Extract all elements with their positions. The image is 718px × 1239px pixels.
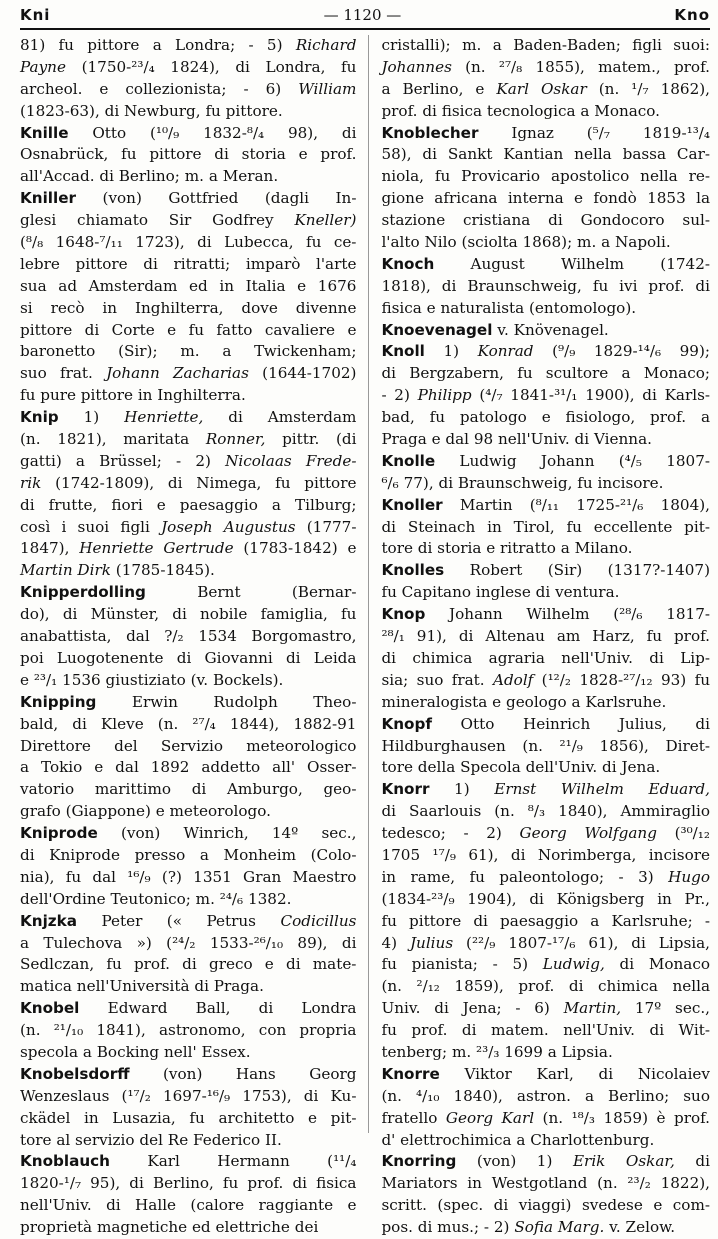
text-segment: Osnabrück, fu pittore di storia e prof. (20, 145, 357, 164)
text-line (20, 363, 356, 385)
text-segment: ⁶/₆ 77), di Braunschweig, fu incisore. (381, 473, 664, 492)
text-line (381, 626, 710, 648)
text-segment: all'Accad. di Berlino; m. a Meran. (20, 167, 279, 186)
text-segment: (n. ²/₁₂ 1859), prof. di chimica nella (381, 977, 710, 996)
text-segment: niola, fu Provicario apostolico nella re- (381, 167, 710, 186)
text-segment: sua ad Amsterdam ed in Italia e 1676 (20, 276, 357, 295)
text-segment: (1783-1842) e (233, 539, 357, 558)
text-line (381, 692, 710, 714)
text-line (20, 998, 356, 1020)
text-line (381, 123, 710, 145)
text-segment: pittr. (di (265, 430, 357, 449)
text-line (20, 1086, 356, 1108)
text-line (20, 560, 356, 582)
italic-text: Konrad (477, 342, 534, 361)
text-segment: (von) 1) (456, 1152, 573, 1171)
text-line (381, 144, 710, 166)
text-line (20, 1108, 356, 1130)
italic-text: Georg Wolfgang (519, 824, 657, 843)
text-line (381, 1086, 710, 1108)
text-line (20, 845, 356, 867)
text-line (381, 779, 710, 801)
text-segment: (1823-63), di Newburg, fu pittore. (20, 101, 283, 120)
text-line (20, 1173, 356, 1195)
text-line (20, 757, 356, 779)
text-line (381, 714, 710, 736)
text-line (381, 1108, 710, 1130)
text-line (20, 933, 356, 955)
text-line (381, 1020, 710, 1042)
text-segment: (n. ²¹/₁₀ 1841), astronomo, con propria (20, 1021, 357, 1040)
text-segment: (⁸/₈ 1648-⁷/₁₁ 1723), di Lubecca, fu ce- (20, 233, 357, 252)
text-line (20, 35, 356, 57)
italic-text: Adolf (492, 670, 534, 689)
entry-headword: Knipping (20, 692, 97, 711)
text-segment: d' elettrochimica a Charlottenburg. (381, 1130, 655, 1149)
text-line (381, 276, 710, 298)
text-segment: glesi chiamato Sir Godfrey (20, 211, 295, 230)
text-segment: v. Knövenagel. (492, 320, 609, 339)
text-segment: vatorio marittimo di Amburgo, geo- (20, 780, 357, 799)
text-line (20, 188, 356, 210)
text-segment: stazione cristiana di Gondocoro sul- (381, 211, 710, 230)
text-segment: fu Capitano inglese di ventura. (381, 583, 620, 602)
text-line (381, 1130, 710, 1152)
text-segment: Otto (¹⁰/₉ 1832-⁸/₄ 98), di (68, 123, 357, 142)
text-segment: (von) Hans Georg (129, 1064, 357, 1083)
text-segment: mineralogista e geologo a Karlsruhe. (381, 692, 667, 711)
text-line (20, 538, 356, 560)
text-line (20, 407, 356, 429)
text-segment: fisica e naturalista (entomologo). (381, 298, 637, 317)
text-segment: (²²/₉ 1807-¹⁷/₆ 61), di Lipsia, (453, 933, 710, 952)
text-line (381, 341, 710, 363)
text-segment: gatti) a Brüssel; - 2) (20, 451, 226, 470)
italic-text: Henriette Gertrude (79, 539, 234, 558)
entry-headword: Kniller (20, 189, 76, 208)
text-segment: di Steinach in Tirol, fu eccellente pit- (381, 517, 710, 536)
text-segment: (⁹/₉ 1829-¹⁴/₆ 99); (533, 342, 710, 361)
text-line (381, 1217, 710, 1239)
entry-headword: Knoblauch (20, 1152, 110, 1171)
italic-text: Sofia Marg. (514, 1218, 605, 1237)
text-segment: Sedlczan, fu prof. di greco e di mate- (20, 955, 357, 974)
text-line (381, 998, 710, 1020)
text-segment: a Tokio e dal 1892 addetto all' Osser- (20, 758, 357, 777)
text-segment: di Saarlouis (n. ⁸/₃ 1840), Ammiraglio (381, 802, 710, 821)
text-line (20, 648, 356, 670)
entry-headword: Knorring (381, 1152, 457, 1171)
text-line (381, 429, 710, 451)
text-segment: così i suoi figli (20, 517, 162, 536)
text-line (381, 582, 710, 604)
text-line (20, 57, 356, 79)
text-segment: tore della Specola dell'Univ. di Jena. (381, 758, 661, 777)
text-segment: di Bergzabern, fu scultore a Monaco; (381, 364, 710, 383)
text-segment: (¹²/₂ 1828-²⁷/₁₂ 93) fu (533, 670, 710, 689)
text-segment: Ludwig Johann (⁴/₅ 1807- (435, 451, 710, 470)
text-segment: fu pianista; - 5) (381, 955, 543, 974)
text-line (381, 79, 710, 101)
text-segment: (1742-1809), di Nimega, fu pittore (41, 473, 357, 492)
text-line (381, 35, 710, 57)
right-column (368, 35, 711, 1237)
text-segment: (1644-1702) (248, 364, 357, 383)
text-line (20, 823, 356, 845)
text-line (381, 210, 710, 232)
text-line (20, 298, 356, 320)
text-segment: Bernt (Bernar- (145, 583, 357, 602)
entry-headword: Kniprode (20, 824, 98, 843)
text-line (381, 407, 710, 429)
text-line (20, 1042, 356, 1064)
text-line (20, 517, 356, 539)
text-line (20, 954, 356, 976)
text-segment: gione africana interna e fondò 1853 la (381, 189, 710, 208)
text-segment: (von) Winrich, 14º sec., (97, 824, 357, 843)
text-segment: ckädel in Lusazia, fu architetto e pit- (20, 1108, 357, 1127)
text-segment: ²⁸/₁ 91), di Altenau am Harz, fu prof. (381, 627, 710, 646)
text-segment: in rame, fu paleontologo; - 3) (381, 867, 669, 886)
entry-headword: Knip (20, 408, 59, 427)
text-line (381, 1151, 710, 1173)
italic-text: Georg Karl (445, 1108, 535, 1127)
text-line (20, 976, 356, 998)
text-segment: August Wilhelm (1742- (434, 254, 710, 273)
text-line (20, 1020, 356, 1042)
text-segment: Hildburghausen (n. ²¹/₉ 1856), Diret- (381, 736, 710, 755)
italic-text: Kneller) (294, 211, 357, 230)
text-line (381, 823, 710, 845)
text-line (381, 232, 710, 254)
text-segment: (n. ²⁷/₈ 1855), matem., prof. (451, 57, 710, 76)
text-segment: 1705 ¹⁷/₉ 61), di Norimberga, incisore (381, 845, 710, 864)
italic-text: Johann Zacharias (106, 364, 249, 383)
italic-text: Ronner, (205, 430, 266, 449)
text-segment: di chimica agraria nell'Univ. di Lip- (381, 648, 710, 667)
text-line (381, 101, 710, 123)
italic-text: Julius (409, 933, 454, 952)
text-line (381, 911, 710, 933)
text-line (20, 276, 356, 298)
text-segment: (n. ¹/₇ 1862), (586, 79, 710, 98)
text-segment: a Tulechova ») (²⁴/₂ 1533-²⁶/₁₀ 89), di (20, 933, 357, 952)
text-segment: di frutte, fiori e paesaggio a Tilburg; (20, 495, 357, 514)
entry-headword: Knoch (381, 254, 435, 273)
entry-headword: Knipperdolling (20, 583, 146, 602)
text-segment: Viktor Karl, di Nicolaiev (439, 1064, 710, 1083)
text-line (381, 57, 710, 79)
italic-text: Ernst Wilhelm Eduard, (494, 780, 710, 799)
text-segment: di Kniprode presso a Monheim (Colo- (20, 845, 357, 864)
text-segment: (1834-²³/₉ 1904), di Königsberg in Pr., (381, 889, 710, 908)
entry-headword: Knoller (381, 495, 443, 514)
entry-headword: Knopf (381, 714, 432, 733)
text-line (20, 889, 356, 911)
italic-text: Payne (20, 57, 66, 76)
text-line (381, 451, 710, 473)
text-line (20, 495, 356, 517)
text-segment: 1) (429, 780, 495, 799)
entry-headword: Knobel (20, 999, 80, 1018)
text-line (381, 867, 710, 889)
italic-text: Ludwig, (542, 955, 605, 974)
text-segment: Edward Ball, di Londra (79, 999, 357, 1018)
header-left-guideword: Kni (20, 6, 51, 24)
text-line (20, 801, 356, 823)
text-line (20, 144, 356, 166)
text-segment: (von) Gottfried (dagli In- (76, 189, 357, 208)
text-segment: dell'Ordine Teutonico; m. ²⁴/₆ 1382. (20, 889, 292, 908)
text-line (381, 736, 710, 758)
text-segment: Robert (Sir) (1317?-1407) (444, 561, 710, 580)
text-line (20, 1064, 356, 1086)
italic-text: Joseph Augustus (161, 517, 296, 536)
text-segment: Peter (« Petrus (76, 911, 281, 930)
entry-headword: Knolle (381, 451, 436, 470)
text-segment: di Amsterdam (203, 408, 357, 427)
text-line (20, 232, 356, 254)
text-line (20, 867, 356, 889)
text-line (20, 385, 356, 407)
text-segment: (1777- (295, 517, 357, 536)
text-segment: Martin (⁸/₁₁ 1725-²¹/₆ 1804), (442, 495, 710, 514)
text-line (381, 298, 710, 320)
text-segment: suo frat. (20, 364, 107, 383)
entry-headword: Knoll (381, 342, 425, 361)
italic-text: Codicillus (280, 911, 357, 930)
text-segment: pos. di mus.; - 2) (381, 1218, 515, 1237)
text-line (20, 736, 356, 758)
text-segment: 17º sec., (621, 999, 710, 1018)
text-line (20, 429, 356, 451)
text-segment: 58), di Sankt Kantian nella bassa Car- (381, 145, 710, 164)
text-line (20, 79, 356, 101)
text-segment: fratello (381, 1108, 446, 1127)
text-segment: sia; suo frat. (381, 670, 493, 689)
text-segment: Wenzeslaus (¹⁷/₂ 1697-¹⁶/₉ 1753), di Ku- (20, 1086, 357, 1105)
text-segment: scritt. (spec. di viaggi) svedese e com- (381, 1196, 710, 1215)
italic-text: Richard (295, 36, 357, 54)
text-segment: fu prof. di matem. nell'Univ. di Wit- (381, 1021, 710, 1040)
text-segment: grafo (Giappone) e meteorologo. (20, 802, 271, 821)
italic-text: Nicolaas Frede- (225, 451, 357, 470)
header-right-guideword: Kno (674, 6, 710, 24)
text-segment: fu pure pittore in Inghilterra. (20, 386, 246, 405)
text-segment: archeol. e collezionista; - 6) (20, 79, 299, 98)
text-segment: di Monaco (604, 955, 710, 974)
text-segment: bad, fu patologo e fisiologo, prof. a (381, 408, 710, 427)
text-line (381, 495, 710, 517)
text-segment: baronetto (Sir); m. a Twickenham; (20, 342, 357, 361)
text-segment: 1847), (20, 539, 80, 558)
text-segment: poi Luogotenente di Giovanni di Leida (20, 648, 357, 667)
text-segment: di (674, 1152, 710, 1171)
text-line (381, 385, 710, 407)
text-segment: nia), fu dal ¹⁶/₉ (?) 1351 Gran Maestro (20, 867, 357, 886)
text-line (381, 188, 710, 210)
entry-headword: Knorr (381, 780, 430, 799)
entry-headword: Knop (381, 605, 426, 624)
text-segment: tore di storia e ritratto a Milano. (381, 539, 633, 558)
text-segment: tedesco; - 2) (381, 824, 520, 843)
text-segment: Erwin Rudolph Theo- (96, 692, 357, 711)
text-segment: bald, di Kleve (n. ²⁷/₄ 1844), 1882-91 (20, 714, 357, 733)
text-line (381, 254, 710, 276)
entry-headword: Knoblecher (381, 123, 479, 142)
page-header (20, 2, 710, 30)
italic-text: William (298, 79, 357, 98)
text-segment: l'alto Nilo (sciolta 1868); m. a Napoli. (381, 233, 671, 252)
italic-text: Martin, (563, 999, 622, 1018)
italic-text: Johannes (381, 57, 452, 76)
text-line (381, 954, 710, 976)
text-line (381, 845, 710, 867)
text-segment: Johann Wilhelm (²⁸/₆ 1817- (425, 605, 710, 624)
text-segment: 1820-¹/₇ 95), di Berlino, fu prof. di fisica (20, 1174, 357, 1193)
italic-text: Philipp (417, 386, 472, 405)
text-line (381, 801, 710, 823)
entry-headword: Knobelsdorff (20, 1064, 130, 1083)
text-line (20, 341, 356, 363)
text-line (20, 1130, 356, 1152)
text-line (20, 692, 356, 714)
text-segment: (n. 1821), maritata (20, 430, 206, 449)
text-segment: Univ. di Jena; - 6) (381, 999, 564, 1018)
text-line (381, 648, 710, 670)
text-segment: v. Zelow. (604, 1218, 676, 1237)
italic-text: Karl Oskar (496, 79, 587, 98)
text-line (20, 779, 356, 801)
text-line (381, 363, 710, 385)
entry-headword: Knjzka (20, 911, 77, 930)
text-segment: cristalli); m. a Baden-Baden; figli suoi: (381, 36, 710, 54)
entry-headword: Knoevenagel (381, 320, 493, 339)
text-line (20, 1151, 356, 1173)
text-line (381, 933, 710, 955)
italic-text: Martin Dirk (20, 561, 111, 580)
text-segment: 1) (58, 408, 125, 427)
text-segment: (n. ¹⁸/₃ 1859) è prof. (534, 1108, 710, 1127)
left-column (20, 35, 357, 1237)
text-line (381, 166, 710, 188)
text-line (381, 604, 710, 626)
text-line (381, 670, 710, 692)
text-line (20, 166, 356, 188)
text-line (381, 1173, 710, 1195)
entry-headword: Knolles (381, 561, 445, 580)
text-line (381, 889, 710, 911)
text-line (381, 1195, 710, 1217)
text-segment: Otto Heinrich Julius, di (431, 714, 710, 733)
text-segment: 1818), di Braunschweig, fu ivi prof. di (381, 276, 710, 295)
text-line (20, 626, 356, 648)
entry-headword: Knorre (381, 1064, 440, 1083)
text-line (20, 451, 356, 473)
text-segment: Ignaz (⁵/₇ 1819-¹³/₄ (478, 123, 710, 142)
text-line (20, 473, 356, 495)
text-line (381, 1064, 710, 1086)
text-segment: (1750-²³/₄ 1824), di Londra, fu (65, 57, 357, 76)
text-line (381, 560, 710, 582)
text-segment: - 2) (381, 386, 418, 405)
text-segment: (³⁰/₁₂ (656, 824, 710, 843)
text-line (20, 210, 356, 232)
text-line (20, 714, 356, 736)
text-line (20, 320, 356, 342)
text-line (20, 101, 356, 123)
text-segment: prof. di fisica tecnologica a Monaco. (381, 101, 661, 120)
text-segment: a Berlino, e (381, 79, 497, 98)
text-segment: (⁴/₇ 1841-³¹/₁ 1900), di Karls- (471, 386, 711, 405)
text-segment: Karl Hermann (¹¹/₄ (109, 1152, 357, 1171)
italic-text: rik (20, 473, 42, 492)
text-line (20, 582, 356, 604)
text-line (20, 670, 356, 692)
text-line (381, 473, 710, 495)
text-segment: tenberg; m. ²³/₃ 1699 a Lipsia. (381, 1042, 613, 1061)
text-segment: do), di Münster, di nobile famiglia, fu (20, 605, 357, 624)
text-segment: anabattista, dal ?/₂ 1534 Borgomastro, (20, 627, 357, 646)
text-segment: nell'Univ. di Halle (calore raggiante e (20, 1196, 357, 1215)
text-segment: 81) fu pittore a Londra; - 5) (20, 36, 296, 54)
text-segment: 4) (381, 933, 410, 952)
text-line (20, 604, 356, 626)
italic-text: Erik Oskar, (572, 1152, 675, 1171)
text-columns (20, 35, 711, 1237)
text-segment: e ²³/₁ 1536 giustiziato (v. Bockels). (20, 670, 284, 689)
text-segment: pittore di Corte e fu fatto cavaliere e (20, 320, 357, 339)
text-line (20, 1195, 356, 1217)
italic-text: Hugo (668, 867, 710, 886)
italic-text: Henriette, (124, 408, 204, 427)
text-segment: specola a Bocking nell' Essex. (20, 1042, 251, 1061)
text-segment: Direttore del Servizio meteorologico (20, 736, 357, 755)
text-line (20, 1217, 356, 1239)
text-segment: (1785-1845). (110, 561, 215, 580)
text-segment: matica nell'Università di Praga. (20, 977, 264, 996)
page-number: — 1120 — (323, 6, 402, 24)
text-line (381, 517, 710, 539)
text-segment: (n. ⁴/₁₀ 1840), astron. a Berlino; suo (381, 1086, 710, 1105)
text-segment: tore al servizio del Re Federico II. (20, 1130, 282, 1149)
text-line (381, 757, 710, 779)
text-line (381, 1042, 710, 1064)
text-segment: proprietà magnetiche ed elettriche dei (20, 1218, 319, 1237)
text-segment: 1) (424, 342, 478, 361)
text-line (20, 254, 356, 276)
text-segment: lebre pittore di ritratti; imparò l'arte (20, 254, 357, 273)
text-segment: Praga e dal 98 nell'Univ. di Vienna. (381, 430, 652, 449)
text-segment: si recò in Inghilterra, dove divenne (20, 298, 357, 317)
text-line (20, 123, 356, 145)
text-line (20, 911, 356, 933)
text-line (381, 320, 710, 342)
text-line (381, 976, 710, 998)
text-segment: Mariators in Westgotland (n. ²³/₂ 1822), (381, 1174, 710, 1193)
text-segment: fu pittore di paesaggio a Karlsruhe; - (381, 911, 710, 930)
entry-headword: Knille (20, 123, 69, 142)
text-line (381, 538, 710, 560)
